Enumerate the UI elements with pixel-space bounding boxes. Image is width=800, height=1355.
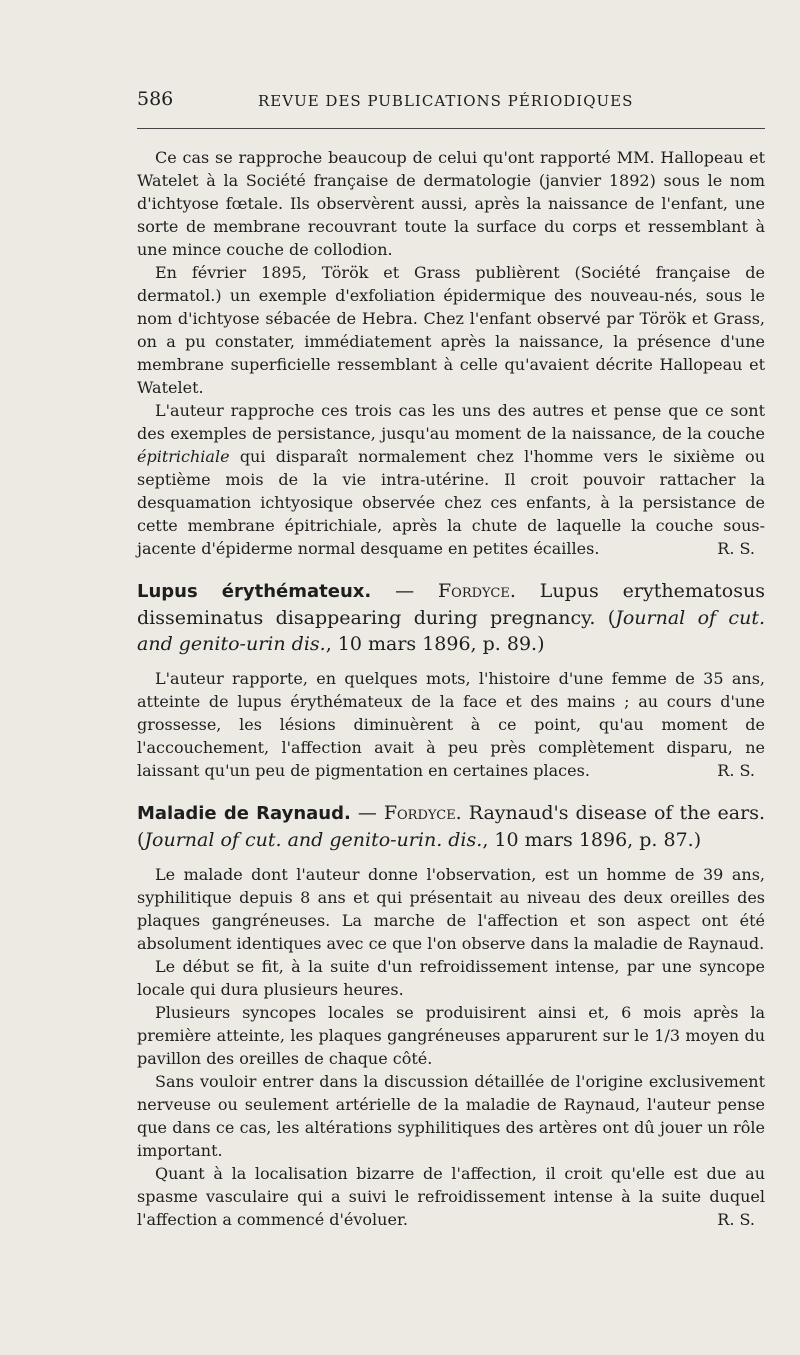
title-dash: — xyxy=(371,580,438,602)
page-body xyxy=(137,146,765,1231)
journal-name: Journal of cut. and genito-urin. dis. xyxy=(144,829,483,851)
title-dash: — xyxy=(350,802,384,824)
review-topic: Maladie de Raynaud. xyxy=(137,803,351,824)
citation: , 10 mars 1896, p. 87.) xyxy=(482,829,702,851)
paragraph: Plusieurs syncopes locales se produisirent ainsi et, 6 mois après la première atteinte, les plaques gangréneuses apparurent sur le 1/3 moyen du pavillon des oreilles de chaque côté. xyxy=(137,1003,765,1068)
paragraph xyxy=(137,1162,765,1231)
header-rule xyxy=(137,128,765,129)
review-title-text: Raynaud's disease of the ears. ( xyxy=(137,802,766,851)
paragraph-text: L'auteur rapproche ces trois cas les uns des autres et pense que ce sont des exemples de persistance, jusqu'au moment de la naissance, de la couche xyxy=(137,401,765,443)
paragraph: Ce cas se rapproche beaucoup de celui qu'ont rapporté MM. Hallopeau et Watelet à la Société française de dermatologie (janvier 1892) sous le nom d'ichtyose fœtale. Ils observèrent aussi, après la naissance de l'enfant, une sorte de membrane recouvrant toute la surface du corps et ressemblant à une mince couche de collodion. xyxy=(137,148,765,259)
running-title: REVUE DES PUBLICATIONS PÉRIODIQUES xyxy=(258,92,634,110)
paragraph-text: L'auteur rapporte, en quelques mots, l'histoire d'une femme de 35 ans, atteinte de lupus érythémateux de la face et des mains ; au cours d'une grossesse, les lésions diminuèrent à ce point, qu'au moment de l'accouchement, l'affection avait à peu près complètement disparu, ne laissant qu'un peu de pigmentation en certaines places. xyxy=(137,669,765,780)
review-topic: Lupus érythémateux. xyxy=(137,581,372,602)
review-title-lupus xyxy=(137,578,765,657)
paragraph: Le début se fit, à la suite d'un refroidissement intense, par une syncope locale qui dura plusieurs heures. xyxy=(137,957,765,999)
italic-term: épitrichiale xyxy=(137,447,230,466)
paragraph: Sans vouloir entrer dans la discussion détaillée de l'origine exclusivement nerveuse ou seulement artérielle de la maladie de Raynaud, l'auteur pense que dans ce cas, les altérations syphilitiques des artères ont dû jouer un rôle important. xyxy=(137,1072,765,1160)
paragraph xyxy=(137,399,765,560)
page-number: 586 xyxy=(137,88,174,110)
signature: R. S. xyxy=(717,1210,755,1229)
review-title-raynaud xyxy=(137,800,765,853)
journal-name: Journal of cut. and genito-urin dis. xyxy=(137,607,765,655)
paragraph: Le malade dont l'auteur donne l'observation, est un homme de 39 ans, syphilitique depuis 8 ans et qui présentait au niveau des deux oreilles des plaques gangréneuses. La marche de l'affection et son aspect ont été absolument identiques avec ce que l'on observe dans la maladie de Raynaud. xyxy=(137,865,765,953)
page-header xyxy=(137,88,765,116)
signature: R. S. xyxy=(717,761,755,780)
citation: , 10 mars 1896, p. 89.) xyxy=(325,633,545,655)
paragraph xyxy=(137,667,765,782)
review-author: Fordyce. xyxy=(438,580,516,602)
paragraph: En février 1895, Török et Grass publièrent (Société française de dermatol.) un exemple d'exfoliation épidermique des nouveau-nés, sous le nom d'ichtyose sébacée de Hebra. Chez l'enfant observé par Török et Grass, on a pu constater, immédiatement après la naissance, la présence d'une membrane superficielle ressemblant à celle qu'avaient décrite Hallopeau et Watelet. xyxy=(137,263,765,397)
paragraph-text: Quant à la localisation bizarre de l'affection, il croit qu'elle est due au spasme vasculaire qui a suivi le refroidissement intense à la suite duquel l'affection a commencé d'évoluer. xyxy=(137,1164,765,1229)
signature: R. S. xyxy=(717,539,755,558)
review-title-text: Lupus erythematosus disseminatus disappearing during pregnancy. ( xyxy=(137,580,765,629)
paragraph-text: qui disparaît normalement chez l'homme vers le sixième ou septième mois de la vie intra-utérine. Il croit pouvoir rattacher la desquamation ichtyosique observée chez ces enfants, à la persistance de cette membrane épitrichiale, après la chute de laquelle la couche sous-jacente d'épiderme normal desquame en petites écailles. xyxy=(137,447,765,558)
review-author: Fordyce. xyxy=(383,802,462,824)
